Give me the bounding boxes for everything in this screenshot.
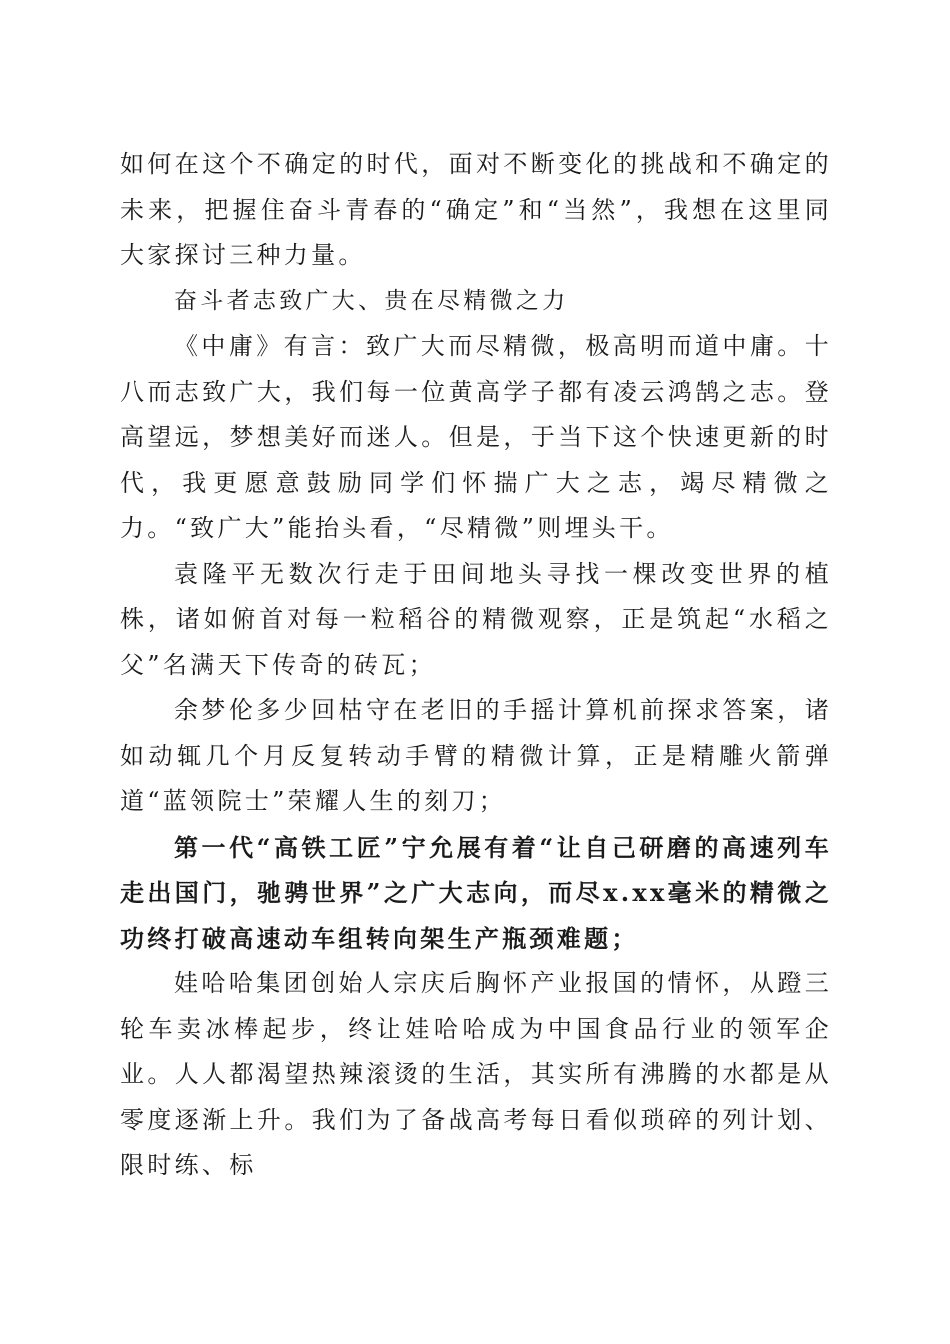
- paragraph-ning-yunzhan: 第一代“高铁工匠”宁允展有着“让自己研磨的高速列车走出国门，驰骋世界”之广大志向，而尽x.xx毫米的精微之功终打破高速动车组转向架生产瓶颈难题；: [120, 832, 832, 953]
- section-heading: 奋斗者志致广大、贵在尽精微之力: [174, 287, 569, 314]
- document-body: [120, 142, 832, 1189]
- paragraph-yuan-longping: 袁隆平无数次行走于田间地头寻找一棵改变世界的植株，诸如俯首对每一粒稻谷的精微观察，正是筑起“水稻之父”名满天下传奇的砖瓦；: [120, 559, 832, 679]
- paragraph-zhongyong: 《中庸》有言：致广大而尽精微，极高明而道中庸。十八而志致广大，我们每一位黄高学子都有凌云鸿鹄之志。登高望远，梦想美好而迷人。但是，于当下这个快速更新的时代，我更愿意鼓励同学们怀揣广大之志，竭尽精微之力。“致广大”能抬头看，“尽精微”则埋头干。: [120, 332, 832, 542]
- paragraph-zong-qinghou: 娃哈哈集团创始人宗庆后胸怀产业报国的情怀，从蹬三轮车卖冰棒起步，终让娃哈哈成为中国食品行业的领军企业。人人都渴望热辣滚烫的生活，其实所有沸腾的水都是从零度逐渐上升。我们为了备战高考每日看似琐碎的列计划、限时练、标: [120, 969, 832, 1179]
- paragraph-intro: 如何在这个不确定的时代，面对不断变化的挑战和不确定的未来，把握住奋斗青春的“确定”和“当然”，我想在这里同大家探讨三种力量。: [120, 150, 832, 269]
- paragraph-yu-menglun: 余梦伦多少回枯守在老旧的手摇计算机前探求答案，诸如动辄几个月反复转动手臂的精微计算，正是精雕火箭弹道“蓝领院士”荣耀人生的刻刀；: [120, 696, 832, 815]
